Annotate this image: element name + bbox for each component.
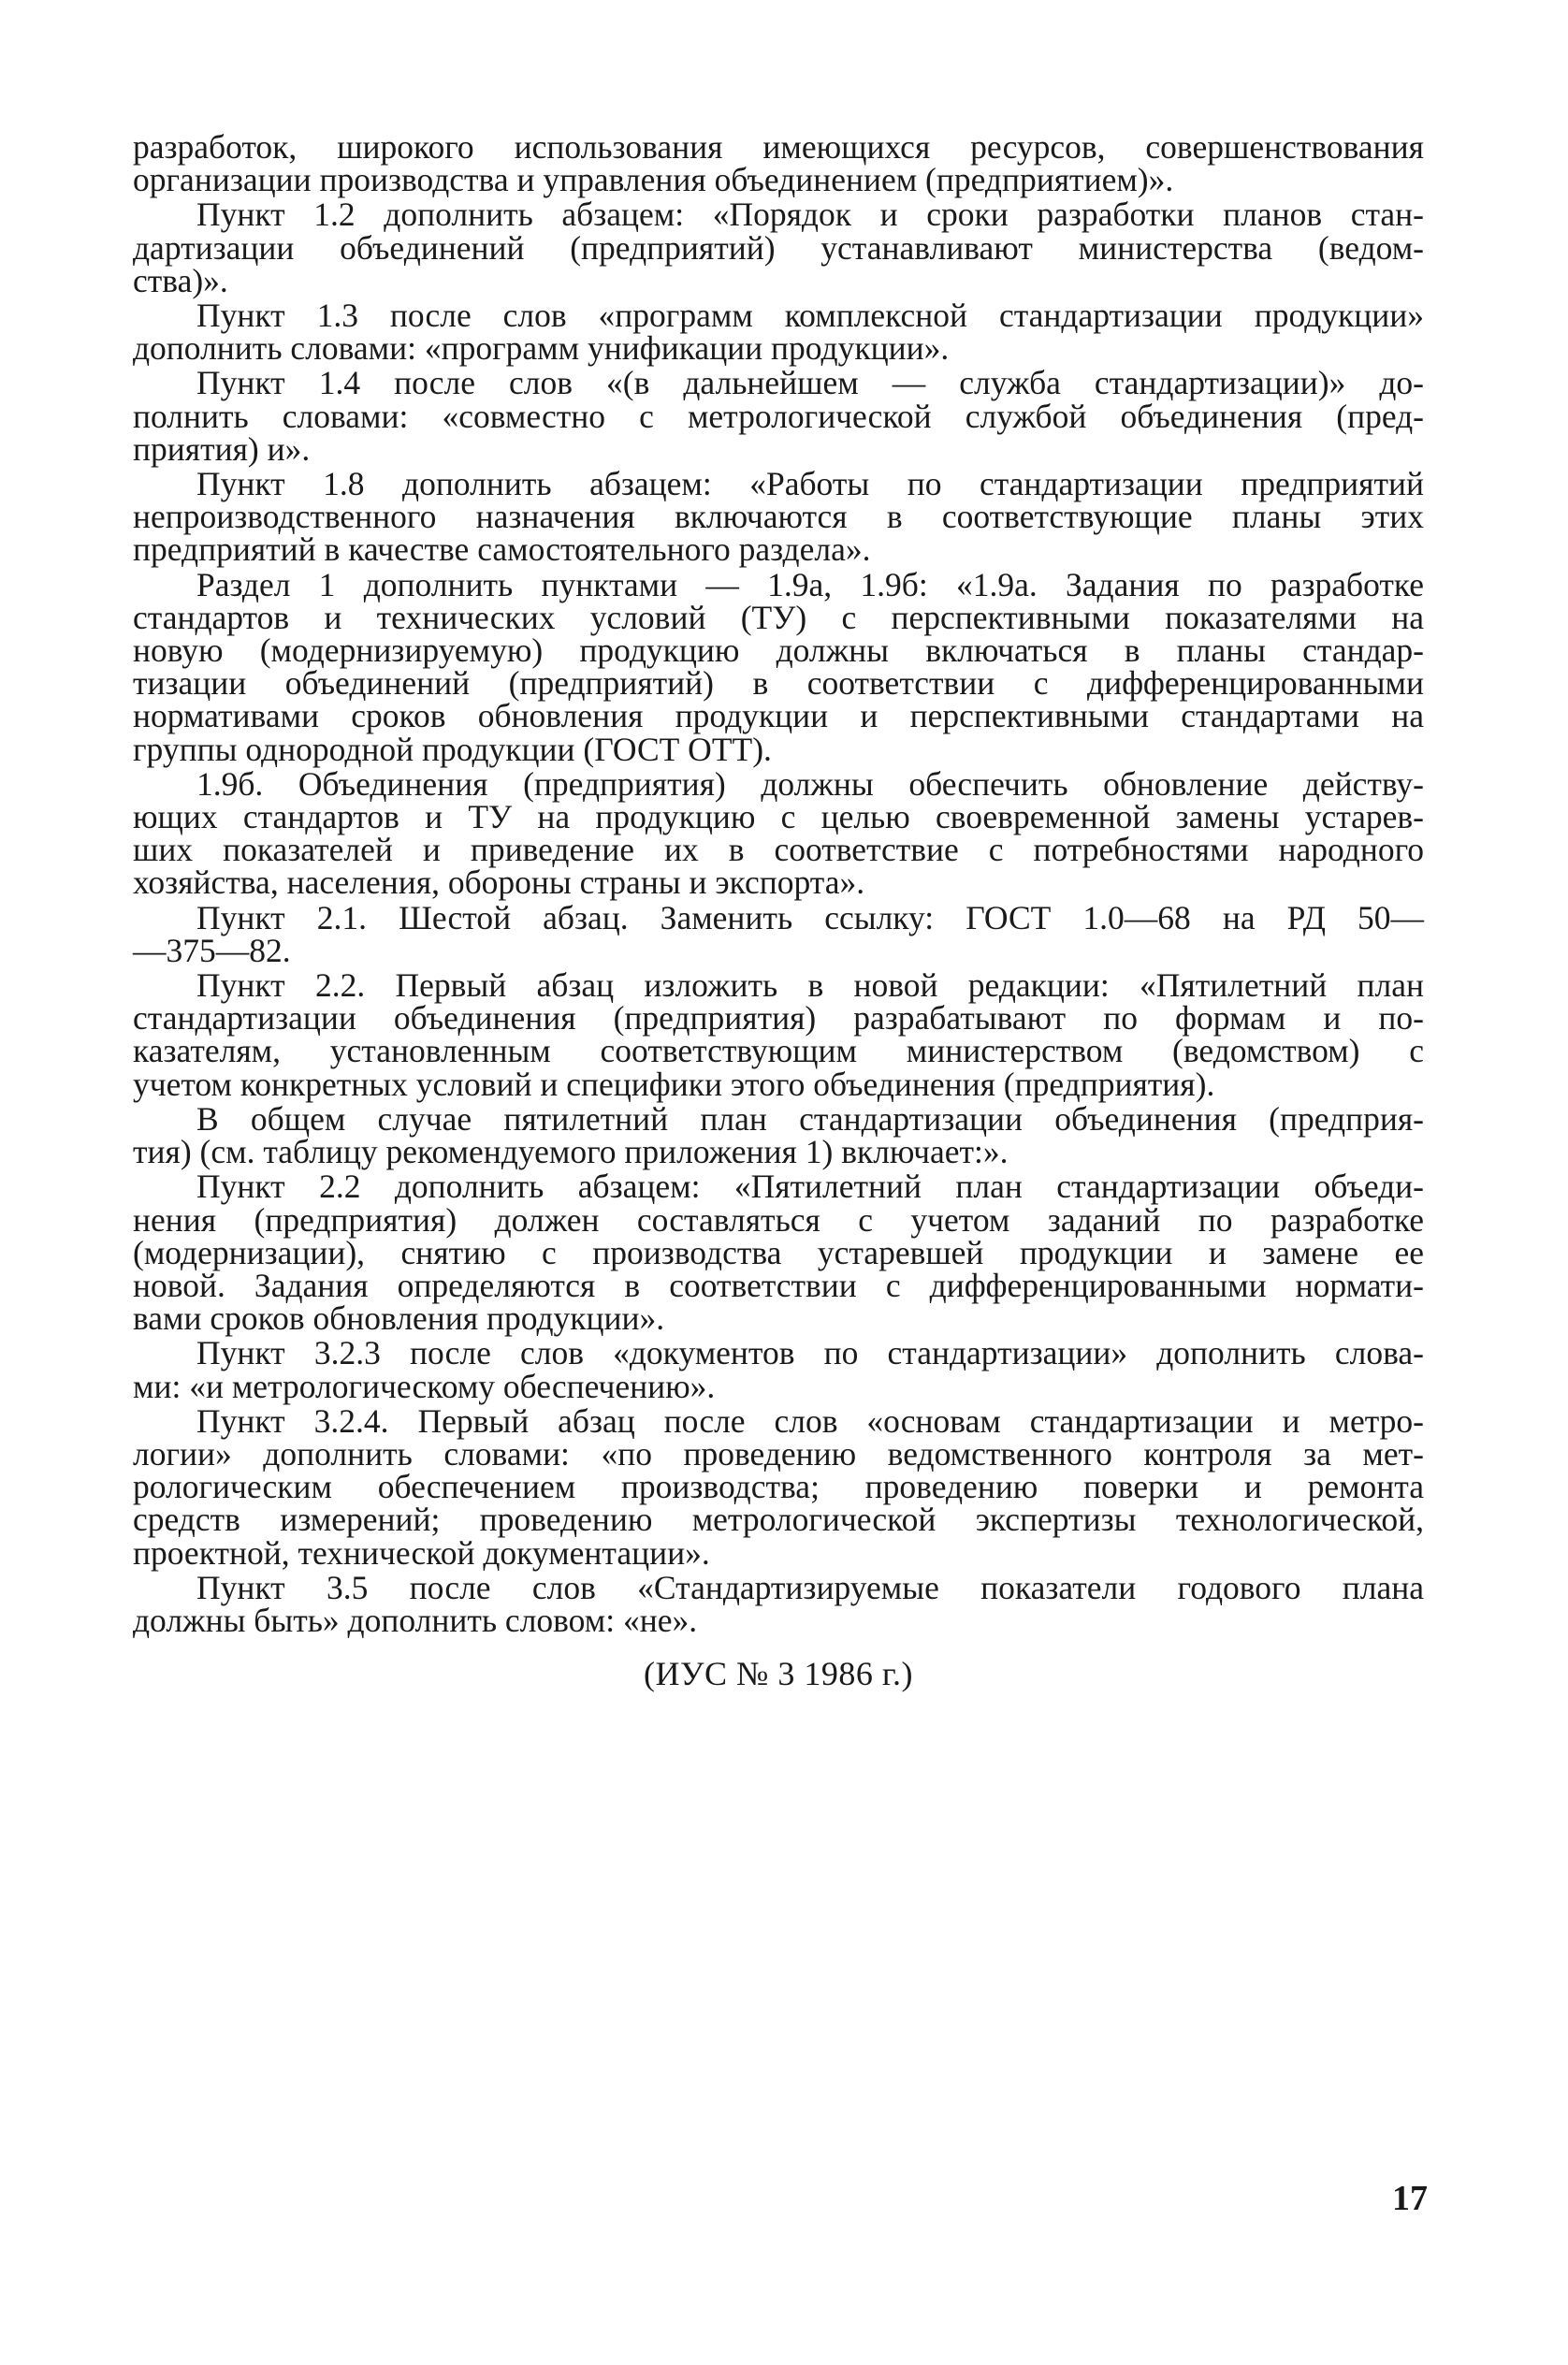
paragraph xyxy=(133,1568,1424,1639)
text-line: —375—82. xyxy=(133,931,291,969)
text-line: дартизации объединений (предприятий) устанавливают министерства (ведом- xyxy=(133,228,1424,267)
paragraph xyxy=(133,198,1424,297)
text-line: Пункт 1.8 дополнить абзацем: «Работы по стандартизации предприятий xyxy=(196,465,1424,503)
paragraph-list xyxy=(133,128,1424,1639)
text-line: проектной, технической документации». xyxy=(133,1533,710,1572)
text-line: стандартизации объединения (предприятия) разрабатывают по формам и по- xyxy=(133,999,1424,1037)
text-line: Раздел 1 дополнить пунктами — 1.9а, 1.9б: «1.9а. Задания по разработке xyxy=(196,565,1424,603)
paragraph xyxy=(133,465,1424,569)
text-line: хозяйства, населения, обороны страны и экспорта». xyxy=(133,863,865,902)
text-line: средств измерений; проведению метрологической экспертизы технологической, xyxy=(133,1501,1424,1539)
text-line: тизации объединений (предприятий) в соответствии с дифференцированными xyxy=(133,664,1424,703)
text-line: тия) (см. таблицу рекомендуемого приложения 1) включает:». xyxy=(133,1133,1009,1171)
text-line: ми: «и метрологическому обеспечению». xyxy=(133,1367,716,1405)
paragraph xyxy=(133,764,1424,902)
text-line: группы однородной продукции (ГОСТ ОТТ). xyxy=(133,730,772,768)
text-line: 1.9б. Объединения (предприятия) должны обеспечить обновление действу- xyxy=(196,764,1424,803)
text-line: разработок, широкого использования имеющихся ресурсов, совершенствования xyxy=(133,128,1424,166)
text-line: казателям, установленным соответствующим министерством (ведомством) с xyxy=(133,1032,1424,1070)
text-line: полнить словами: «совместно с метрологической службой объединения (пред- xyxy=(133,397,1424,435)
paragraph xyxy=(133,1099,1424,1171)
text-line: рологическим обеспечением производства; проведению поверки и ремонта xyxy=(133,1468,1424,1506)
text-line: организации производства и управления объединением (предприятием)». xyxy=(133,161,1174,199)
paragraph xyxy=(133,1401,1424,1572)
text-line: В общем случае пятилетний план стандартизации объединения (предприя- xyxy=(196,1099,1424,1138)
page-number: 17 xyxy=(1392,2179,1428,2218)
document-body xyxy=(133,128,1424,1693)
text-line: Пункт 2.1. Шестой абзац. Заменить ссылку: ГОСТ 1.0—68 на РД 50— xyxy=(196,898,1424,936)
text-line: Пункт 1.4 после слов «(в дальнейшем — служба стандартизации)» до- xyxy=(196,364,1424,402)
paragraph xyxy=(133,1334,1424,1405)
text-line: вами сроков обновления продукции». xyxy=(133,1299,665,1338)
text-line: Пункт 2.2 дополнить абзацем: «Пятилетний план стандартизации объеди- xyxy=(196,1168,1424,1206)
paragraph xyxy=(133,565,1424,768)
text-line: нормативами сроков обновления продукции и перспективными стандартами на xyxy=(133,697,1424,735)
text-line: Пункт 3.5 после слов «Стандартизируемые показатели годового плана xyxy=(196,1568,1424,1606)
text-line: новой. Задания определяются в соответствии с дифференцированными нормати- xyxy=(133,1266,1424,1304)
paragraph xyxy=(133,128,1424,199)
text-line: непроизводственного назначения включаются в соответствующие планы этих xyxy=(133,498,1424,536)
text-line: предприятий в качестве самостоятельного раздела». xyxy=(133,530,871,569)
text-line: учетом конкретных условий и специфики этого объединения (предприятия). xyxy=(133,1065,1215,1103)
paragraph xyxy=(133,966,1424,1103)
text-line: дополнить словами: «программ унификации продукции». xyxy=(133,329,950,368)
text-line: новую (модернизируемую) продукцию должны включаться в планы стандар- xyxy=(133,631,1424,670)
source-reference: (ИУС № 3 1986 г.) xyxy=(643,1655,914,1693)
text-line: логии» дополнить словами: «по проведению ведомственного контроля за мет- xyxy=(133,1434,1424,1473)
paragraph xyxy=(133,297,1424,368)
text-line: стандартов и технических условий (ТУ) с перспективными показателями на xyxy=(133,598,1424,636)
paragraph xyxy=(133,364,1424,468)
paragraph xyxy=(133,898,1424,969)
text-line: приятия) и». xyxy=(133,429,311,468)
text-line: (модернизации), снятию с производства устаревшей продукции и замене ее xyxy=(133,1233,1424,1271)
text-line: Пункт 3.2.3 после слов «документов по стандартизации» дополнить слова- xyxy=(196,1334,1424,1372)
text-line: должны быть» дополнить словом: «не». xyxy=(133,1601,698,1639)
text-line: ства)». xyxy=(133,261,228,299)
text-line: ющих стандартов и ТУ на продукцию с целью своевременной замены устарев- xyxy=(133,798,1424,836)
text-line: нения (предприятия) должен составляться с учетом заданий по разработке xyxy=(133,1200,1424,1239)
text-line: Пункт 1.2 дополнить абзацем: «Порядок и сроки разработки планов стан- xyxy=(196,196,1424,234)
paragraph xyxy=(133,1168,1424,1338)
text-line: Пункт 2.2. Первый абзац изложить в новой редакции: «Пятилетний план xyxy=(196,966,1424,1005)
text-line: Пункт 1.3 после слов «программ комплексной стандартизации продукции» xyxy=(196,297,1424,335)
text-line: ших показателей и приведение их в соответствие с потребностями народного xyxy=(133,831,1424,869)
text-line: Пункт 3.2.4. Первый абзац после слов «основам стандартизации и метро- xyxy=(196,1401,1424,1440)
